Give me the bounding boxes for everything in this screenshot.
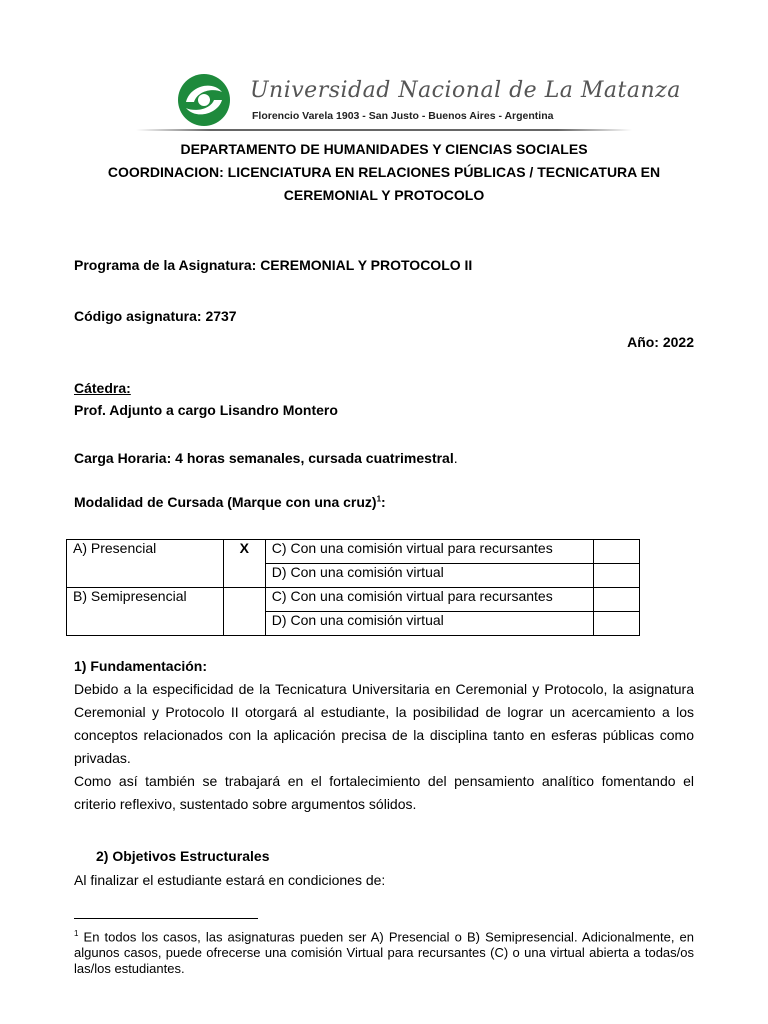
table-cell-option: A) Presencial [67, 540, 224, 588]
fundamentacion-paragraph-2: Como así también se trabajará en el fortalecimiento del pensamiento analítico fomentando el criterio reflexivo, sustentado sobre argumentos sólidos. [74, 773, 694, 812]
footnote [74, 926, 694, 977]
footnote-ref: 1 [376, 494, 382, 504]
footnote-marker: 1 [74, 929, 79, 938]
table-cell-mark: X [223, 540, 265, 588]
coordination-line-2: CEREMONIAL Y PROTOCOLO [283, 187, 485, 203]
university-emblem-icon [176, 72, 232, 128]
modalidad-table [66, 539, 640, 636]
modalidad-text: Modalidad de Cursada (Marque con una cruz) [74, 494, 377, 510]
coordination-line-1: COORDINACION: LICENCIATURA EN RELACIONES PÚBLICAS / TECNICATURA EN [107, 164, 661, 180]
table-cell-check [594, 540, 640, 564]
university-logo [176, 72, 681, 132]
table-cell-check [594, 612, 640, 636]
modalidad-colon: : [381, 494, 386, 510]
carga-horaria [74, 450, 458, 466]
footnote-divider [74, 918, 258, 919]
table-cell-sub: D) Con una comisión virtual [265, 564, 593, 588]
program-title: Programa de la Asignatura: CEREMONIAL Y PROTOCOLO II [74, 257, 473, 273]
carga-horaria-text: Carga Horaria: 4 horas semanales, cursada cuatrimestral [74, 450, 454, 466]
department-title: DEPARTAMENTO DE HUMANIDADES Y CIENCIAS SOCIALES [180, 141, 588, 157]
carga-horaria-period: . [453, 450, 458, 466]
table-cell-sub: C) Con una comisión virtual para recursantes [265, 588, 593, 612]
objetivos-heading: 2) Objetivos Estructurales [96, 848, 270, 864]
table-cell-sub: D) Con una comisión virtual [265, 612, 593, 636]
modalidad-label [74, 494, 386, 510]
objetivos-intro: Al finalizar el estudiante estará en condiciones de: [74, 872, 386, 888]
table-row [67, 540, 640, 564]
fundamentacion-paragraph-1: Debido a la especificidad de la Tecnicatura Universitaria en Ceremonial y Protocolo, la asignatura Ceremonial y Protocolo II otorgará al estudiante, la posibilidad de lograr un acercamiento a los conceptos relacionados con la aplicación precisa de la disciplina tanto en esferas públicas como privadas. [74, 681, 694, 766]
table-cell-option: B) Semipresencial [67, 588, 224, 636]
table-row [67, 588, 640, 612]
table-cell-check [594, 588, 640, 612]
university-address: Florencio Varela 1903 - San Justo - Buenos Aires - Argentina [252, 110, 554, 122]
university-name: Universidad Nacional de La Matanza [250, 78, 681, 103]
footnote-text: En todos los casos, las asignaturas pueden ser A) Presencial o B) Semipresencial. Adicionalmente, en algunos casos, puede ofrecerse una comisión Virtual para recursantes (C) o una virtual abierta a todas/os las/los estudiantes. [74, 929, 694, 977]
header-divider [136, 129, 632, 131]
catedra-label: Cátedra: [74, 380, 131, 396]
professor: Prof. Adjunto a cargo Lisandro Montero [74, 402, 338, 418]
course-code: Código asignatura: 2737 [74, 308, 237, 324]
table-cell-mark [223, 588, 265, 636]
table-cell-check [594, 564, 640, 588]
year: Año: 2022 [627, 334, 694, 350]
fundamentacion-heading: 1) Fundamentación: [74, 658, 208, 674]
table-cell-sub: C) Con una comisión virtual para recursantes [265, 540, 593, 564]
